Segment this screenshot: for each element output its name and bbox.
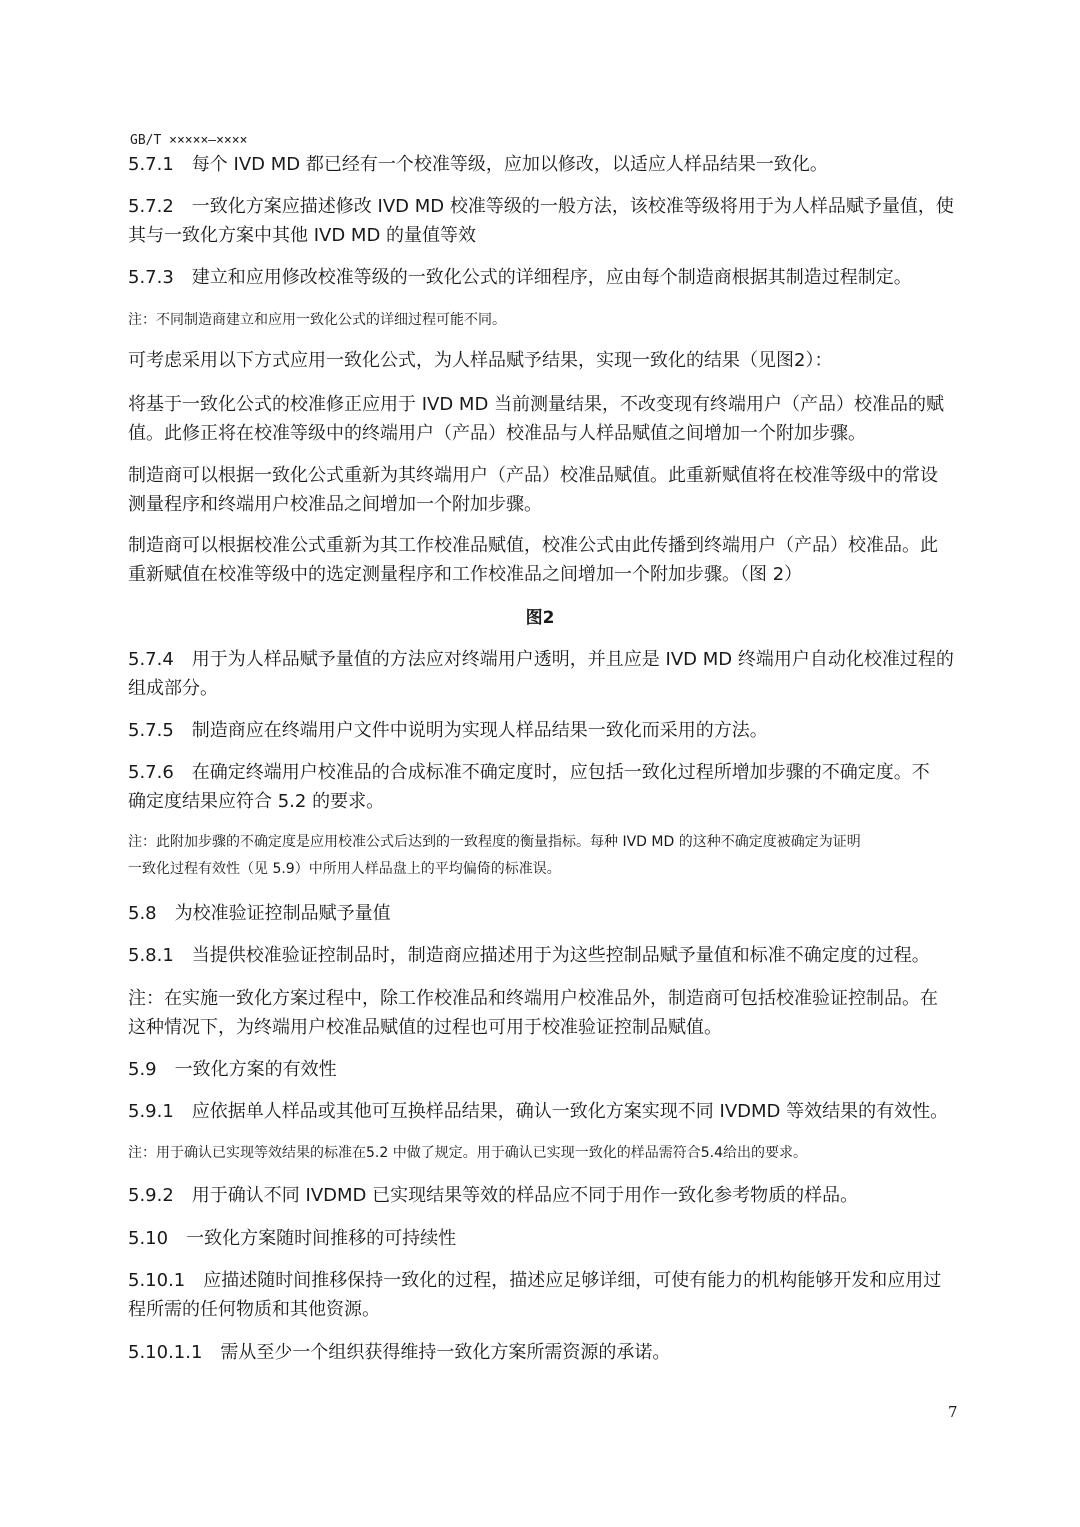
text-line: 这种情况下，为终端用户校准品赋值的过程也可用于校准验证控制品赋值。	[128, 1017, 722, 1038]
text-line: 5.7.2 一致化方案应描述修改 IVD MD 校准等级的一般方法，该校准等级将用于为人样品赋予量值，使	[128, 196, 954, 217]
text-line: 值。此修正将在校准等级中的终端用户（产品）校准品与人样品赋值之间增加一个附加步骤。	[128, 423, 866, 444]
note-1	[128, 307, 984, 334]
text-line: 可考虑采用以下方式应用一致化公式，为人样品赋予结果，实现一致化的结果（见图2）：	[128, 350, 833, 371]
clause-5-7-1	[128, 150, 984, 179]
clause-5-9-2	[128, 1181, 984, 1210]
text-line: 制造商可以根据一致化公式重新为其终端用户（产品）校准品赋值。此重新赋值将在校准等级中的常设	[128, 465, 938, 486]
paragraph-option-1	[128, 390, 984, 448]
figure-caption: 图2	[525, 608, 555, 628]
paragraph-methods	[128, 346, 984, 375]
section-heading: 5.10 一致化方案随时间推移的可持续性	[128, 1228, 457, 1249]
text-line: 注：用于确认已实现等效结果的标准在5.2 中做了规定。用于确认已实现一致化的样品需符合5.4给出的要求。	[128, 1145, 807, 1161]
section-heading: 5.9 一致化方案的有效性	[128, 1059, 337, 1080]
text-line: 5.9.2 用于确认不同 IVDMD 已实现结果等效的样品应不同于用作一致化参考物质的样品。	[128, 1185, 859, 1206]
clause-5-7-2	[128, 192, 984, 250]
clause-5-10-1-1	[128, 1338, 984, 1367]
section-5-10	[128, 1224, 984, 1253]
paragraph-option-3	[128, 531, 984, 589]
text-line: 5.10.1.1 需从至少一个组织获得维持一致化方案所需资源的承诺。	[128, 1342, 671, 1363]
text-line: 确定度结果应符合 5.2 的要求。	[128, 791, 385, 812]
text-line: 重新赋值在校准等级中的选定测量程序和工作校准品之间增加一个附加步骤。（图 2）	[128, 564, 803, 585]
section-5-9	[128, 1055, 984, 1084]
text-line: 5.9.1 应依据单人样品或其他可互换样品结果，确认一致化方案实现不同 IVDMD 等效结果的有效性。	[128, 1101, 949, 1122]
section-5-8	[128, 899, 984, 928]
clause-5-10-1	[128, 1266, 984, 1324]
clause-5-7-6	[128, 758, 984, 816]
text-line: 注：在实施一致化方案过程中，除工作校准品和终端用户校准品外，制造商可包括校准验证控制品。在	[128, 988, 938, 1009]
text-line: 5.8.1 当提供校准验证控制品时，制造商应描述用于为这些控制品赋予量值和标准不确定度的过程。	[128, 945, 930, 966]
text-line: 制造商可以根据校准公式重新为其工作校准品赋值，校准公式由此传播到终端用户（产品）校准品。此	[128, 535, 938, 556]
text-line: 5.7.1 每个 IVD MD 都已经有一个校准等级，应加以修改，以适应人样品结果一致化。	[128, 154, 828, 175]
text-line: 5.7.5 制造商应在终端用户文件中说明为实现人样品结果一致化而采用的方法。	[128, 720, 768, 741]
text-line: 5.7.4 用于为人样品赋予量值的方法应对终端用户透明，并且应是 IVD MD 终端用户自动化校准过程的	[128, 649, 954, 670]
text-line: 组成部分。	[128, 678, 218, 699]
note-3	[128, 984, 984, 1042]
standard-header: GB/T ×××××—××××	[130, 133, 248, 148]
clause-5-7-4	[128, 645, 984, 703]
text-line: 程所需的任何物质和其他资源。	[128, 1299, 380, 1320]
text-line: 5.7.6 在确定终端用户校准品的合成标准不确定度时，应包括一致化过程所增加步骤的不确定度。不	[128, 762, 930, 783]
text-line: 注：不同制造商建立和应用一致化公式的详细过程可能不同。	[128, 312, 506, 328]
clause-5-8-1	[128, 941, 984, 970]
text-line: 将基于一致化公式的校准修正应用于 IVD MD 当前测量结果，不改变现有终端用户（产品）校准品的赋	[128, 394, 945, 415]
note-4	[128, 1140, 984, 1167]
clause-5-9-1	[128, 1097, 984, 1126]
text-line: 5.10.1 应描述随时间推移保持一致化的过程，描述应足够详细，可使有能力的机构能够开发和应用过	[128, 1270, 942, 1291]
page-number: 7	[948, 1403, 958, 1421]
section-heading: 5.8 为校准验证控制品赋予量值	[128, 903, 391, 924]
clause-5-7-5	[128, 716, 984, 745]
note-2	[128, 829, 984, 883]
text-line: 注：此附加步骤的不确定度是应用校准公式后达到的一致程度的衡量指标。每种 IVD MD 的这种不确定度被确定为证明	[128, 834, 861, 850]
paragraph-option-2	[128, 461, 984, 519]
clause-5-7-3	[128, 263, 984, 292]
text-line: 一致化过程有效性（见 5.9）中所用人样品盘上的平均偏倚的标准误。	[128, 861, 561, 877]
text-line: 测量程序和终端用户校准品之间增加一个附加步骤。	[128, 494, 542, 515]
text-line: 5.7.3 建立和应用修改校准等级的一致化公式的详细程序，应由每个制造商根据其制造过程制定。	[128, 267, 912, 288]
text-line: 其与一致化方案中其他 IVD MD 的量值等效	[128, 225, 477, 246]
